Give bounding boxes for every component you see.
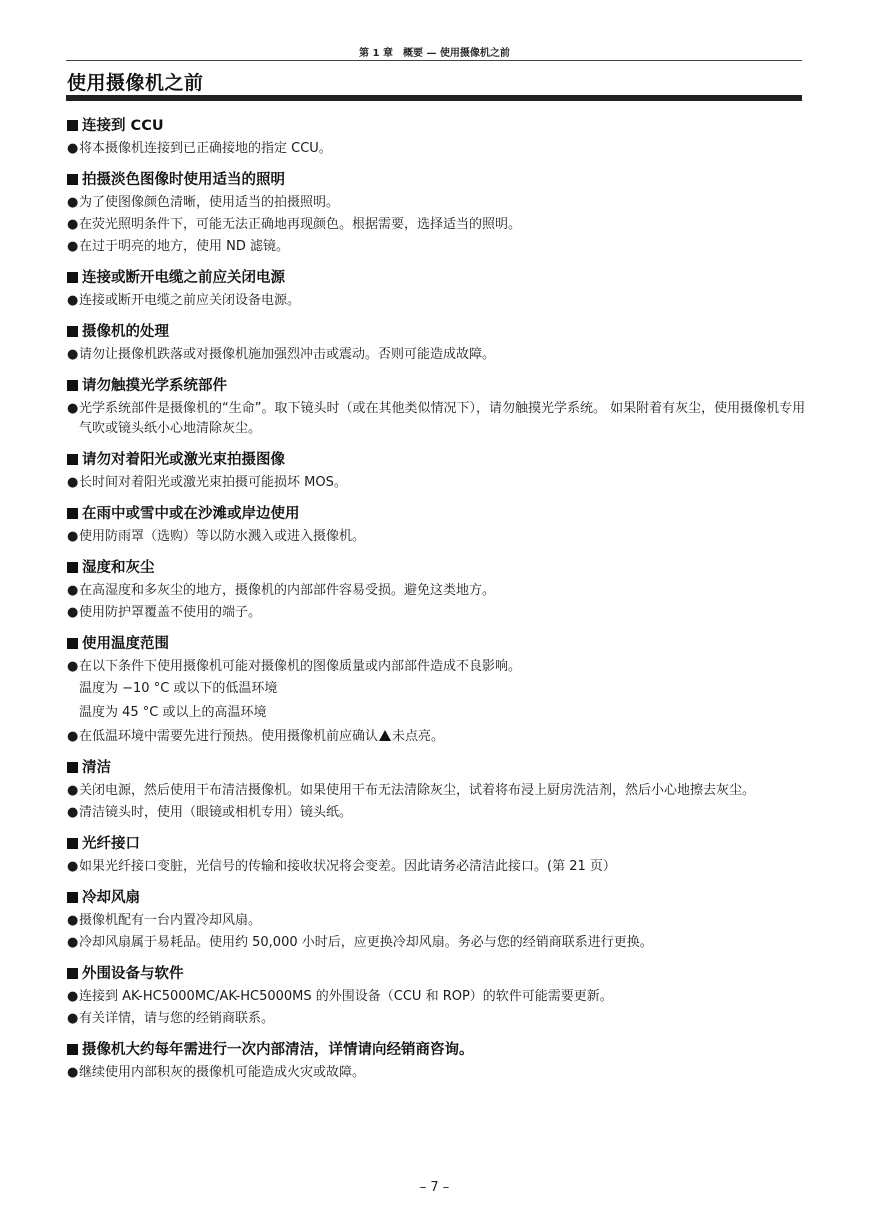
bullet-icon: ● bbox=[67, 475, 79, 490]
section-humidity bbox=[67, 555, 807, 623]
page-title: 使用摄像机之前 bbox=[67, 72, 204, 94]
section-heading: 湿度和灰尘 bbox=[67, 555, 807, 581]
bullet-icon: ● bbox=[67, 1011, 79, 1026]
section-rain bbox=[67, 501, 807, 547]
square-bullet-icon bbox=[67, 562, 78, 573]
bullet-icon: ● bbox=[67, 989, 79, 1004]
section-heading: 在雨中或雪中或在沙滩或岸边使用 bbox=[67, 501, 807, 527]
bullet-icon: ● bbox=[67, 605, 79, 620]
square-bullet-icon bbox=[67, 380, 78, 391]
list-item: ● 继续使用内部积灰的摄像机可能造成火灾或故障。 bbox=[67, 1063, 807, 1083]
section-heading: 冷却风扇 bbox=[67, 885, 807, 911]
section-heading: 拍摄淡色图像时使用适当的照明 bbox=[67, 167, 807, 193]
list-item: ● 长时间对着阳光或激光束拍摄可能损坏 MOS。 bbox=[67, 473, 807, 493]
list-item: ● 请勿让摄像机跌落或对摄像机施加强烈冲击或震动。否则可能造成故障。 bbox=[67, 345, 807, 365]
chapter-header: 第 1 章 概要 — 使用摄像机之前 bbox=[359, 48, 510, 59]
section-heading: 清洁 bbox=[67, 755, 807, 781]
list-item: ● 使用防雨罩（选购）等以防水溅入或进入摄像机。 bbox=[67, 527, 807, 547]
sub-line: 温度为 −10 °C 或以下的低温环境 bbox=[79, 681, 278, 696]
list-item: ● 光学系统部件是摄像机的“生命”。取下镜头时（或在其他类似情况下），请勿触摸光学系统。 如果附着有灰尘，使用摄像机专用气吹或镜头纸小心地清除灰尘。 bbox=[67, 401, 806, 436]
content-area bbox=[67, 113, 807, 1091]
section-heading: 光纤接口 bbox=[67, 831, 807, 857]
section-heading: 使用温度范围 bbox=[67, 631, 807, 657]
section-annual-cleaning bbox=[67, 1037, 807, 1083]
section-ccu bbox=[67, 113, 807, 159]
section-heading: 外围设备与软件 bbox=[67, 961, 807, 987]
section-power bbox=[67, 265, 807, 311]
list-item: ● 在低温环境中需要先进行预热。使用摄像机前应确认 未点亮。 bbox=[67, 727, 807, 747]
square-bullet-icon bbox=[67, 454, 78, 465]
section-sunlight bbox=[67, 447, 807, 493]
section-heading: 请勿触摸光学系统部件 bbox=[67, 373, 807, 399]
section-heading: 摄像机的处理 bbox=[67, 319, 807, 345]
bullet-icon: ● bbox=[67, 805, 79, 820]
bullet-icon: ● bbox=[67, 239, 79, 254]
section-heading: 连接或断开电缆之前应关闭电源 bbox=[67, 265, 807, 291]
bullet-icon: ● bbox=[67, 583, 79, 598]
section-temperature bbox=[67, 631, 807, 747]
bullet-icon: ● bbox=[67, 1065, 79, 1080]
bullet-icon: ● bbox=[67, 783, 79, 798]
list-item: ● 清洁镜头时，使用（眼镜或相机专用）镜头纸。 bbox=[67, 803, 807, 823]
section-heading: 摄像机大约每年需进行一次内部清洁，详情请向经销商咨询。 bbox=[67, 1037, 807, 1063]
list-item: ● 关闭电源，然后使用干布清洁摄像机。如果使用干布无法清除灰尘，试着将布浸上厨房洗洁剂，然后小心地擦去灰尘。 bbox=[67, 781, 807, 801]
square-bullet-icon bbox=[67, 272, 78, 283]
section-optics bbox=[67, 373, 807, 439]
bullet-icon: ● bbox=[67, 217, 79, 232]
square-bullet-icon bbox=[67, 1044, 78, 1055]
list-item: ● 使用防护罩覆盖不使用的端子。 bbox=[67, 603, 807, 623]
list-item: ● 连接或断开电缆之前应关闭设备电源。 bbox=[67, 291, 807, 311]
list-item: ● 连接到 AK-HC5000MC/AK-HC5000MS 的外围设备（CCU 和 ROP）的软件可能需要更新。 bbox=[67, 987, 807, 1007]
section-fiber bbox=[67, 831, 807, 877]
section-handling bbox=[67, 319, 807, 365]
section-heading: 连接到 CCU bbox=[67, 113, 807, 139]
bullet-icon: ● bbox=[67, 913, 79, 928]
page-number: – 7 – bbox=[419, 1180, 450, 1195]
list-item: ● 将本摄像机连接到已正确接地的指定 CCU。 bbox=[67, 139, 807, 159]
section-heading: 请勿对着阳光或激光束拍摄图像 bbox=[67, 447, 807, 473]
square-bullet-icon bbox=[67, 762, 78, 773]
list-item: ● 在过于明亮的地方，使用 ND 滤镜。 bbox=[67, 237, 807, 257]
section-peripherals bbox=[67, 961, 807, 1029]
square-bullet-icon bbox=[67, 508, 78, 519]
bullet-icon: ● bbox=[67, 729, 79, 744]
bullet-icon: ● bbox=[67, 401, 79, 416]
list-item: ● 在以下条件下使用摄像机可能对摄像机的图像质量或内部部件造成不良影响。 bbox=[67, 657, 807, 677]
list-item: ● 冷却风扇属于易耗品。使用约 50,000 小时后，应更换冷却风扇。务必与您的经销商联系进行更换。 bbox=[67, 933, 807, 953]
title-underline-bar bbox=[66, 95, 802, 101]
section-fan bbox=[67, 885, 807, 953]
bullet-icon: ● bbox=[67, 293, 79, 308]
square-bullet-icon bbox=[67, 174, 78, 185]
bullet-icon: ● bbox=[67, 195, 79, 210]
list-item: ● 摄像机配有一台内置冷却风扇。 bbox=[67, 911, 807, 931]
bullet-icon: ● bbox=[67, 659, 79, 674]
bullet-icon: ● bbox=[67, 347, 79, 362]
bullet-icon: ● bbox=[67, 859, 79, 874]
sub-line: 温度为 45 °C 或以上的高温环境 bbox=[79, 705, 267, 720]
list-item: ● 有关详情，请与您的经销商联系。 bbox=[67, 1009, 807, 1029]
list-item: ● 为了使图像颜色清晰，使用适当的拍摄照明。 bbox=[67, 193, 807, 213]
square-bullet-icon bbox=[67, 892, 78, 903]
square-bullet-icon bbox=[67, 120, 78, 131]
square-bullet-icon bbox=[67, 638, 78, 649]
bullet-icon: ● bbox=[67, 935, 79, 950]
list-item: ● 在高湿度和多灰尘的地方，摄像机的内部部件容易受损。避免这类地方。 bbox=[67, 581, 807, 601]
header-divider bbox=[66, 60, 802, 61]
list-item: ● 在荧光照明条件下，可能无法正确地再现颜色。根据需要，选择适当的照明。 bbox=[67, 215, 807, 235]
square-bullet-icon bbox=[67, 838, 78, 849]
square-bullet-icon bbox=[67, 968, 78, 979]
section-lighting bbox=[67, 167, 807, 257]
section-cleaning bbox=[67, 755, 807, 823]
bullet-icon: ● bbox=[67, 141, 79, 156]
list-item: ● 如果光纤接口变脏，光信号的传输和接收状况将会变差。因此请务必清洁此接口。(第 21 页） bbox=[67, 857, 807, 877]
bullet-icon: ● bbox=[67, 529, 79, 544]
warning-triangle-icon bbox=[379, 730, 391, 741]
square-bullet-icon bbox=[67, 326, 78, 337]
